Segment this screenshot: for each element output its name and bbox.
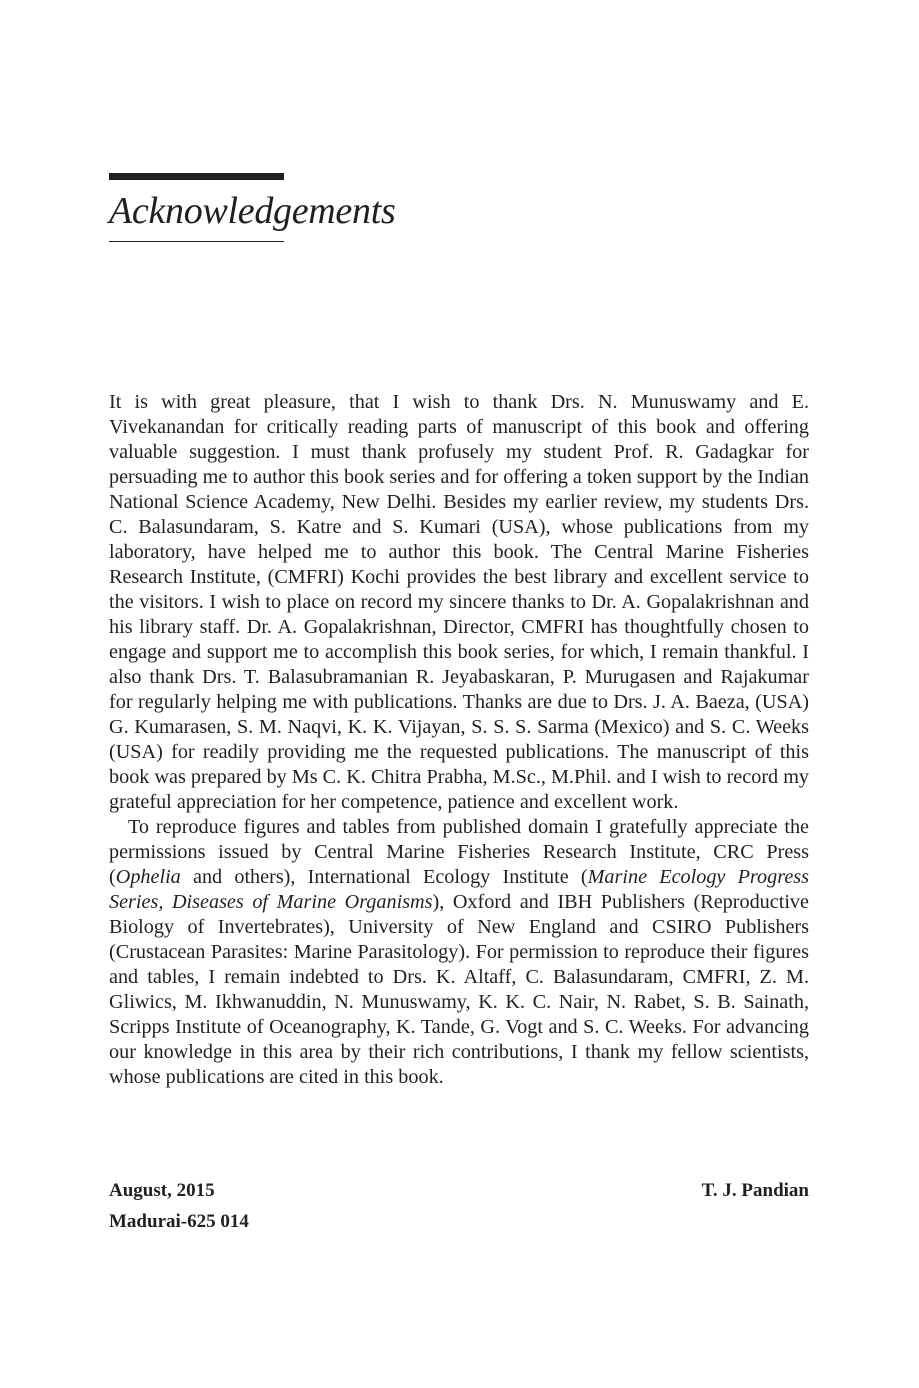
signature-date: August, 2015 [109, 1180, 215, 1201]
heading-rule-thin [109, 241, 284, 242]
paragraph-2-italic-b: Marine Ecology Progress Series, Diseases of Marine Organisms [109, 866, 809, 913]
paragraph-2-part-c: ), Oxford and IBH Publishers (Reproductive Biology of Invertebrates), University of New England and CSIRO Publishers (Crustacean Parasites: Marine Parasitology). For permission to reproduce their figures and tables, I remain indebted to Drs. K. Altaff, C. Balasundaram, CMFRI, Z. M. Gliwics, M. Ikhwanuddin, N. Munuswamy, K. K. C. Nair, N. Rabet, S. B. Sainath, Scripps Institute of Oceanography, K. Tande, G. Vogt and S. C. Weeks. For advancing our knowledge in this area by their rich contributions, I thank my fellow scientists, whose publications are cited in this book. [109, 891, 809, 1088]
paragraph-1: It is with great pleasure, that I wish to thank Drs. N. Munuswamy and E. Vivekanandan for critically reading parts of manuscript of this book and offering valuable suggestion. I must thank profusely my student Prof. R. Gadagkar for persuading me to author this book series and for offering a token support by the Indian National Science Academy, New Delhi. Besides my earlier review, my students Drs. C. Balasundaram, S. Katre and S. Kumari (USA), whose publications from my laboratory, have helped me to author this book. The Central Marine Fisheries Research Institute, (CMFRI) Kochi provides the best library and excellent service to the visitors. I wish to place on record my sincere thanks to Dr. A. Gopalakrishnan and his library staff. Dr. A. Gopalakrishnan, Director, CMFRI has thoughtfully chosen to engage and support me to accomplish this book series, for which, I remain thankful. I also thank Drs. T. Balasubramanian R. Jeyabaskaran, P. Murugasen and Rajakumar for regularly helping me with publications. Thanks are due to Drs. J. A. Baeza, (USA) G. Kumarasen, S. M. Naqvi, K. K. Vijayan, S. S. S. Sarma (Mexico) and S. C. Weeks (USA) for readily providing me the requested publications. The manuscript of this book was prepared by Ms C. K. Chitra Prabha, M.Sc., M.Phil. and I wish to record my grateful appreciation for her competence, patience and excellent work. [109, 391, 809, 813]
paragraph-2-part-a: To reproduce figures and tables from published domain I gratefully appreciate the permissions issued by Central Marine Fisheries Research Institute, CRC Press ( [109, 816, 809, 888]
acknowledgements-body [109, 390, 809, 1090]
page-title: Acknowledgements [109, 190, 396, 232]
paragraph-2 [109, 815, 809, 1090]
heading-rule-thick [109, 173, 284, 180]
paragraph-2-part-b: and others), International Ecology Institute ( [180, 866, 588, 888]
signature-place: Madurai-625 014 [109, 1211, 249, 1232]
paragraph-2-italic-a: Ophelia [115, 866, 181, 888]
signature-author: T. J. Pandian [701, 1180, 809, 1201]
